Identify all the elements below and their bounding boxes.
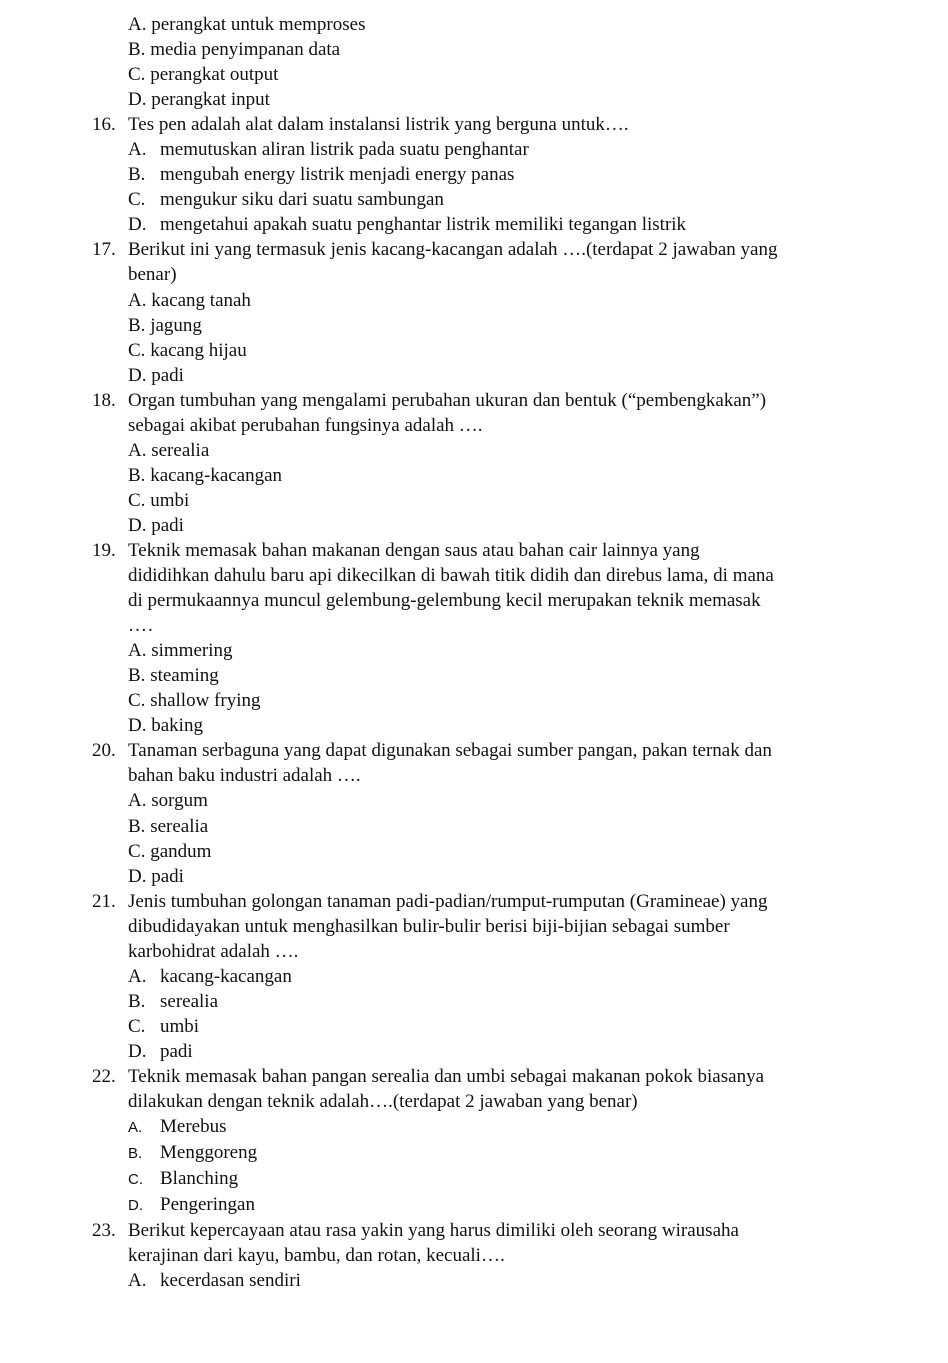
question-number: 19. (92, 539, 116, 561)
question-16 (0, 112, 948, 237)
option-text: Blanching (160, 1168, 239, 1190)
question-17 (0, 237, 948, 387)
option-letter: B. (128, 1145, 143, 1163)
question-number: 23. (92, 1220, 116, 1242)
option-text: padi (160, 1040, 193, 1062)
option-text: steaming (150, 665, 219, 687)
option-text: kacang-kacangan (160, 965, 292, 987)
option-letter: D. (128, 214, 147, 236)
option-text: mengetahui apakah suatu penghantar listrik memiliki tegangan listrik (160, 214, 687, 236)
option-d (0, 713, 948, 738)
question-22 (0, 1064, 948, 1218)
option-a (0, 964, 948, 989)
option-a (0, 137, 948, 162)
option-c (0, 1166, 948, 1192)
option-letter: D. (128, 514, 147, 536)
option-a (0, 638, 948, 663)
option-b (0, 463, 948, 488)
option-text: serealia (150, 815, 209, 837)
option-letter: D. (128, 1040, 147, 1062)
option-a (0, 1114, 948, 1140)
question-text: Organ tumbuhan yang mengalami perubahan ukuran dan bentuk (“pembengkakan”) (128, 389, 767, 411)
option-letter: B. (128, 990, 146, 1012)
question-text-continued: dilakukan dengan teknik adalah….(terdapat 2 jawaban yang benar) (128, 1091, 638, 1113)
option-c (0, 1014, 948, 1039)
question-number: 22. (92, 1065, 116, 1087)
option-a (0, 788, 948, 813)
option-text: jagung (150, 314, 202, 336)
option-b (0, 989, 948, 1014)
question-18 (0, 388, 948, 538)
option-text: mengubah energy listrik menjadi energy panas (160, 164, 515, 186)
question-text-continued: karbohidrat adalah …. (128, 940, 299, 962)
option-b (0, 162, 948, 187)
question-text-continued: benar) (128, 264, 177, 286)
question-stem (0, 112, 948, 137)
question-stem (0, 388, 948, 413)
option-text: serealia (160, 990, 219, 1012)
option-letter: C. (128, 690, 146, 712)
exam-page (0, 12, 948, 1293)
question-number: 17. (92, 239, 116, 261)
option-letter: A. (128, 139, 147, 161)
option-letter: C. (128, 189, 146, 211)
option-letter: A. (128, 289, 147, 311)
question-number: 18. (92, 389, 116, 411)
option-text: simmering (151, 640, 233, 662)
option-d (0, 1039, 948, 1064)
question-text-continued: kerajinan dari kayu, bambu, dan rotan, kecuali…. (128, 1245, 505, 1267)
option-text: shallow frying (150, 690, 261, 712)
option-d (0, 363, 948, 388)
question-23 (0, 1218, 948, 1293)
question-text: Teknik memasak bahan pangan serealia dan umbi sebagai makanan pokok biasanya (128, 1065, 764, 1087)
option-letter: A. (128, 790, 147, 812)
option-b (0, 313, 948, 338)
question-stem (0, 889, 948, 914)
option-text: Pengeringan (160, 1194, 255, 1216)
option-letter: C. (128, 1171, 143, 1189)
option-text: media penyimpanan data (150, 39, 341, 61)
option-c (0, 338, 948, 363)
question-text: Teknik memasak bahan makanan dengan saus atau bahan cair lainnya yang (128, 539, 700, 561)
question-text: Jenis tumbuhan golongan tanaman padi-padian/rumput-rumputan (Gramineae) yang (128, 890, 768, 912)
question-text: Tanaman serbaguna yang dapat digunakan sebagai sumber pangan, pakan ternak dan (128, 740, 772, 762)
option-d (0, 87, 948, 112)
question-stem (0, 1064, 948, 1089)
previous-question-options (0, 12, 948, 112)
option-text: perangkat output (150, 64, 279, 86)
option-d (0, 1192, 948, 1218)
question-text-continued: bahan baku industri adalah …. (128, 765, 361, 787)
option-c (0, 62, 948, 87)
question-text-continued: dibudidayakan untuk menghasilkan bulir-bulir berisi biji-bijian sebagai sumber (128, 915, 730, 937)
option-a (0, 12, 948, 37)
option-letter: B. (128, 665, 146, 687)
option-text: baking (151, 715, 203, 737)
option-letter: B. (128, 39, 146, 61)
option-letter: A. (128, 1270, 147, 1292)
question-text-continued: sebagai akibat perubahan fungsinya adalah …. (128, 414, 483, 436)
option-text: serealia (151, 439, 210, 461)
option-letter: D. (128, 1197, 143, 1215)
option-b (0, 814, 948, 839)
option-c (0, 187, 948, 212)
option-a (0, 1268, 948, 1293)
option-d (0, 212, 948, 237)
question-stem (0, 538, 948, 563)
option-b (0, 1140, 948, 1166)
question-text-continued: dididihkan dahulu baru api dikecilkan di bawah titik didih dan direbus lama, di mana (128, 565, 774, 587)
question-number: 20. (92, 740, 116, 762)
option-text: umbi (150, 489, 190, 511)
option-letter: B. (128, 314, 146, 336)
option-text: padi (151, 514, 184, 536)
question-21 (0, 889, 948, 1064)
option-text: sorgum (151, 790, 208, 812)
question-20 (0, 738, 948, 888)
option-text: kacang tanah (151, 289, 251, 311)
question-stem (0, 237, 948, 262)
question-text-continued: di permukaannya muncul gelembung-gelembung kecil merupakan teknik memasak (128, 590, 761, 612)
option-letter: A. (128, 439, 147, 461)
option-text: gandum (150, 840, 212, 862)
option-letter: C. (128, 840, 146, 862)
option-text: Merebus (160, 1116, 227, 1138)
option-letter: C. (128, 339, 146, 361)
question-text: Berikut kepercayaan atau rasa yakin yang harus dimiliki oleh seorang wirausaha (128, 1220, 739, 1242)
option-text: umbi (160, 1015, 200, 1037)
option-letter: A. (128, 965, 147, 987)
option-letter: D. (128, 364, 147, 386)
option-letter: D. (128, 89, 147, 111)
option-letter: C. (128, 489, 146, 511)
option-text: mengukur siku dari suatu sambungan (160, 189, 444, 211)
option-letter: B. (128, 164, 146, 186)
option-letter: A. (128, 640, 147, 662)
question-text: Tes pen adalah alat dalam instalansi listrik yang berguna untuk…. (128, 114, 629, 136)
option-text: memutuskan aliran listrik pada suatu penghantar (160, 139, 529, 161)
option-letter: A. (128, 1119, 143, 1137)
option-text: kacang-kacangan (150, 464, 283, 486)
option-c (0, 839, 948, 864)
option-letter: B. (128, 464, 146, 486)
option-letter: D. (128, 715, 147, 737)
option-a (0, 438, 948, 463)
option-b (0, 37, 948, 62)
question-text: Berikut ini yang termasuk jenis kacang-kacangan adalah ….(terdapat 2 jawaban yang (128, 239, 778, 261)
option-text: kacang hijau (150, 339, 247, 361)
option-d (0, 513, 948, 538)
option-letter: D. (128, 865, 147, 887)
option-text: padi (151, 865, 184, 887)
question-number: 16. (92, 114, 116, 136)
question-19 (0, 538, 948, 738)
option-b (0, 663, 948, 688)
option-text: Menggoreng (160, 1142, 258, 1164)
option-text: kecerdasan sendiri (160, 1270, 301, 1292)
question-number: 21. (92, 890, 116, 912)
option-c (0, 688, 948, 713)
question-stem (0, 1218, 948, 1243)
option-text: padi (151, 364, 184, 386)
option-letter: B. (128, 815, 146, 837)
option-d (0, 864, 948, 889)
option-letter: A. (128, 14, 147, 35)
option-text: perangkat input (151, 89, 270, 111)
option-c (0, 488, 948, 513)
option-letter: C. (128, 1015, 146, 1037)
option-text: perangkat untuk memproses (151, 14, 366, 35)
question-text-continued: …. (128, 615, 154, 637)
question-stem (0, 738, 948, 763)
option-a (0, 288, 948, 313)
option-letter: C. (128, 64, 146, 86)
